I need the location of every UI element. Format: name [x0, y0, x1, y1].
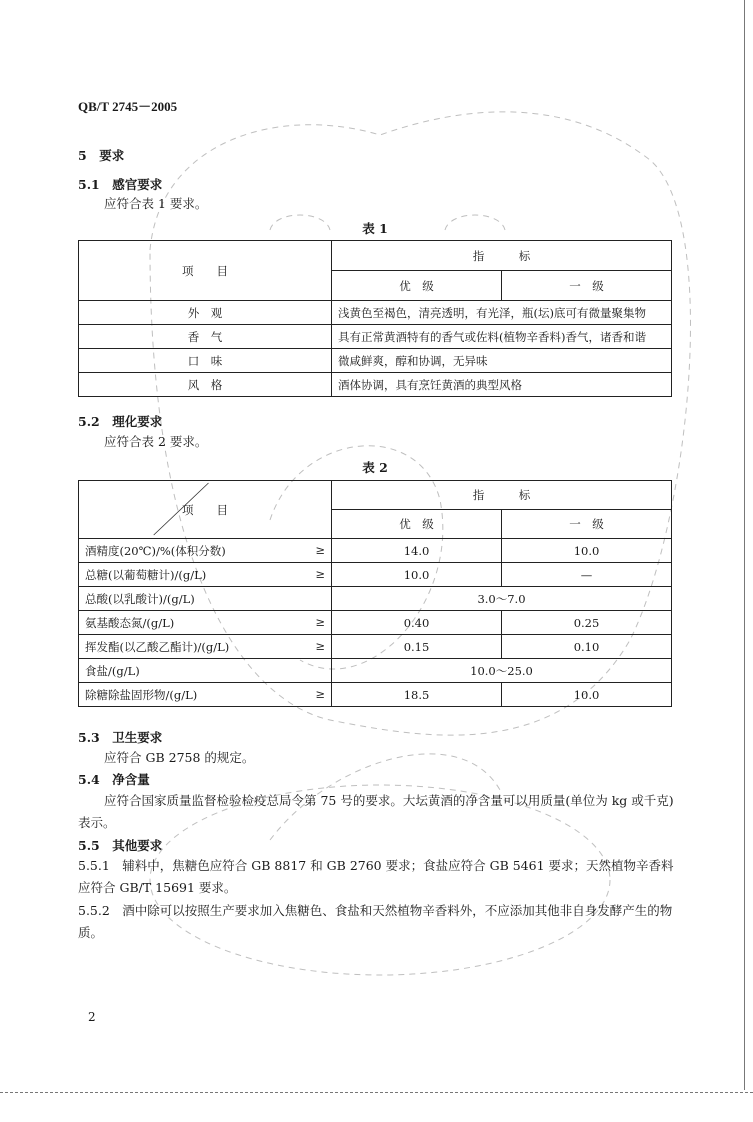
table-row: [79, 349, 672, 373]
section-5-5-title: 5.5 其他要求: [78, 838, 163, 853]
table-2-excellent: 0.15: [332, 635, 502, 659]
item-label: 氨基酸态氮/(g/L): [85, 615, 175, 630]
table-2-header-first: 一 级: [502, 510, 672, 539]
table-1-value: 微咸鲜爽，醇和协调，无异味: [332, 349, 672, 373]
section-5-4-text: 应符合国家质量监督检验检疫总局令第 75 号的要求。大坛黄酒的净含量可以用质量(单位为 kg 或千克)表示。: [78, 793, 674, 830]
table-2-caption: 表 2: [362, 460, 388, 475]
table-2-header-excellent: 优 级: [332, 510, 502, 539]
table-1-item: 香 气: [79, 325, 332, 349]
table-1-header-item: 项 目: [79, 241, 332, 301]
table-1-item: 外 观: [79, 301, 332, 325]
table-1-value: 具有正常黄酒特有的香气或佐料(植物辛香料)香气，诸香和谐: [332, 325, 672, 349]
table-1: [78, 240, 672, 397]
ge-sign: ≥: [315, 566, 325, 581]
table-2-item: [79, 587, 332, 611]
table-1-caption: 表 1: [362, 221, 388, 236]
section-5-5-1-text: 5.5.1 辅料中，焦糖色应符合 GB 8817 和 GB 2760 要求；食盐应符合 GB 5461 要求；天然植物辛香料应符合 GB/T 15691 要求。: [78, 858, 674, 895]
table-2-excellent: 18.5: [332, 683, 502, 707]
table-2-first: 10.0: [502, 683, 672, 707]
item-label: 食盐/(g/L): [85, 663, 140, 678]
section-5-3-text: 应符合 GB 2758 的规定。: [104, 750, 255, 765]
table-1-header-first: 一 级: [502, 271, 672, 301]
page-number: 2: [88, 1010, 96, 1024]
table-2-merged: 10.0～25.0: [332, 659, 672, 683]
table-row: [79, 301, 672, 325]
table-2-excellent: 0.40: [332, 611, 502, 635]
table-1-header-excellent: 优 级: [332, 271, 502, 301]
ge-sign: ≥: [315, 614, 325, 629]
table-2-item: [79, 563, 332, 587]
table-2-header-index: 指 标: [332, 481, 672, 510]
item-label: 挥发酯(以乙酸乙酯计)/(g/L): [85, 639, 230, 654]
table-1-header-index: 指 标: [332, 241, 672, 271]
ge-sign: ≥: [315, 638, 325, 653]
table-2-item: [79, 539, 332, 563]
diagonal-line: [79, 481, 331, 537]
table-row: [79, 683, 672, 707]
table-row: [79, 325, 672, 349]
table-2-item: [79, 659, 332, 683]
standard-code: QB/T 2745－2005: [78, 99, 178, 114]
page-edge-line: [744, 0, 745, 1090]
table-1-item: 风 格: [79, 373, 332, 397]
table-2-merged: 3.0～7.0: [332, 587, 672, 611]
table-2: [78, 480, 672, 707]
table-2-first: 0.10: [502, 635, 672, 659]
table-2-header-item-label: 项 目: [182, 502, 228, 517]
section-5-4-title: 5.4 净含量: [78, 772, 150, 787]
item-label: 总酸(以乳酸计)/(g/L): [85, 591, 195, 606]
table-2-excellent: 14.0: [332, 539, 502, 563]
table-2-item: [79, 611, 332, 635]
table-row: [79, 611, 672, 635]
table-2-first: 0.25: [502, 611, 672, 635]
section-5-3-title: 5.3 卫生要求: [78, 730, 163, 745]
table-1-value: 浅黄色至褐色，清亮透明，有光泽，瓶(坛)底可有微量聚集物: [332, 301, 672, 325]
section-5-2-text: 应符合表 2 要求。: [104, 434, 208, 449]
table-row: [79, 587, 672, 611]
section-5-1-title: 5.1 感官要求: [78, 177, 163, 192]
item-label: 酒精度(20℃)/%(体积分数): [85, 543, 226, 558]
table-row: [79, 635, 672, 659]
item-label: 总糖(以葡萄糖计)/(g/L): [85, 567, 207, 582]
section-5-title: 5 要求: [78, 148, 125, 163]
section-5-5-2-text: 5.5.2 酒中除可以按照生产要求加入焦糖色、食盐和天然植物辛香料外，不应添加其他非自身发酵产生的物质。: [78, 903, 673, 940]
table-2-excellent: 10.0: [332, 563, 502, 587]
ge-sign: ≥: [315, 686, 325, 701]
ge-sign: ≥: [315, 542, 325, 557]
section-5-1-text: 应符合表 1 要求。: [104, 196, 208, 211]
section-5-2-title: 5.2 理化要求: [78, 414, 163, 429]
table-2-item: [79, 635, 332, 659]
table-2-item: [79, 683, 332, 707]
table-1-item: 口 味: [79, 349, 332, 373]
table-row: [79, 373, 672, 397]
table-2-first: 10.0: [502, 539, 672, 563]
table-row: [79, 539, 672, 563]
page-bottom-dash: [0, 1092, 753, 1093]
table-2-first: —: [502, 563, 672, 587]
table-row: [79, 563, 672, 587]
item-label: 除糖除盐固形物/(g/L): [85, 687, 198, 702]
table-row: [79, 659, 672, 683]
table-1-value: 酒体协调，具有烹饪黄酒的典型风格: [332, 373, 672, 397]
table-2-header-item: [79, 481, 332, 539]
